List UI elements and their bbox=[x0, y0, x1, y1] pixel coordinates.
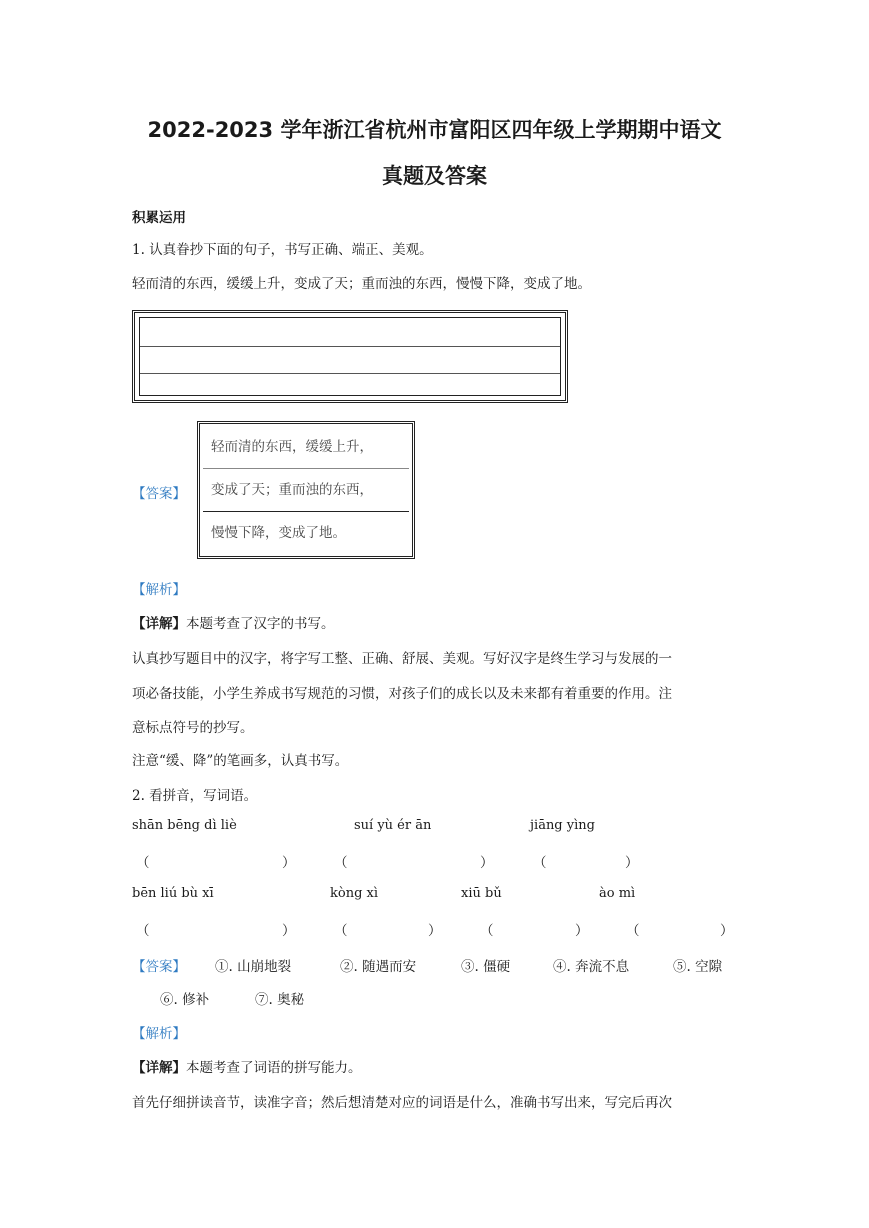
question-1-sentence: 轻而清的东西，缓缓上升，变成了天；重而浊的东西，慢慢下降，变成了地。 bbox=[132, 276, 591, 292]
answer-item: ⑦. 奥秘 bbox=[255, 992, 305, 1008]
analysis-label: 【解析】 bbox=[132, 1026, 186, 1042]
pinyin-label: suí yù ér ān bbox=[354, 818, 432, 833]
answer-item: ①. 山崩地裂 bbox=[215, 959, 292, 975]
pinyin-label: xiū bǔ bbox=[461, 886, 502, 901]
answer-item: ⑥. 修补 bbox=[160, 992, 210, 1008]
answer-label: 【答案】 bbox=[132, 959, 186, 975]
answer-blank-close: ） bbox=[575, 923, 589, 939]
answer-blank-close: ） bbox=[428, 923, 442, 939]
answer-grid bbox=[197, 421, 415, 559]
writing-grid bbox=[132, 310, 568, 403]
answer-blank-open: （ bbox=[334, 855, 348, 871]
pinyin-label: shān bēng dì liè bbox=[132, 818, 237, 833]
paragraph-line: 首先仔细拼读音节，读准字音；然后想清楚对应的词语是什么，准确书写出来，写完后再次 bbox=[132, 1095, 672, 1111]
pinyin-label: jiāng yìng bbox=[530, 818, 595, 833]
answer-item: ③. 僵硬 bbox=[461, 959, 511, 975]
answer-grid-row: 变成了天；重而浊的东西， bbox=[203, 470, 409, 512]
paragraph-line: 意标点符号的抄写。 bbox=[132, 720, 254, 736]
section-heading: 积累运用 bbox=[132, 210, 186, 226]
answer-blank-close: ） bbox=[282, 923, 296, 939]
answer-blank-open: （ bbox=[626, 923, 640, 939]
answer-blank-open: （ bbox=[533, 855, 547, 871]
answer-item: ④. 奔流不息 bbox=[553, 959, 630, 975]
writing-grid-inner bbox=[139, 317, 561, 396]
pinyin-label: ào mì bbox=[599, 886, 636, 901]
detail-text: 本题考查了汉字的书写。 bbox=[186, 616, 335, 632]
answer-blank-close: ） bbox=[625, 855, 639, 871]
detail-line bbox=[132, 1056, 362, 1076]
document-title-line-2: 真题及答案 bbox=[382, 164, 487, 188]
analysis-label: 【解析】 bbox=[132, 582, 186, 598]
detail-label: 【详解】 bbox=[132, 616, 186, 632]
pinyin-label: kòng xì bbox=[330, 886, 379, 901]
answer-grid-row: 慢慢下降，变成了地。 bbox=[211, 525, 346, 541]
note-line: 注意“缓、降”的笔画多，认真书写。 bbox=[132, 753, 349, 769]
detail-label: 【详解】 bbox=[132, 1060, 186, 1076]
answer-blank-open: （ bbox=[136, 923, 150, 939]
detail-line bbox=[132, 612, 335, 632]
answer-blank-open: （ bbox=[136, 855, 150, 871]
question-2-prompt: 2. 看拼音，写词语。 bbox=[132, 788, 258, 804]
answer-blank-close: ） bbox=[282, 855, 296, 871]
detail-text: 本题考查了词语的拼写能力。 bbox=[186, 1060, 362, 1076]
question-1-prompt: 1. 认真眷抄下面的句子，书写正确、端正、美观。 bbox=[132, 242, 433, 258]
answer-label: 【答案】 bbox=[132, 486, 186, 502]
writing-line bbox=[140, 373, 560, 374]
answer-blank-open: （ bbox=[334, 923, 348, 939]
answer-blank-open: （ bbox=[480, 923, 494, 939]
paragraph-line: 项必备技能，小学生养成书写规范的习惯，对孩子们的成长以及未来都有着重要的作用。注 bbox=[132, 686, 672, 702]
answer-blank-close: ） bbox=[480, 855, 494, 871]
answer-grid-row: 轻而清的东西，缓缓上升， bbox=[203, 427, 409, 469]
answer-item: ⑤. 空隙 bbox=[673, 959, 723, 975]
paragraph-line: 认真抄写题目中的汉字，将字写工整、正确、舒展、美观。写好汉字是终生学习与发展的一 bbox=[132, 651, 672, 667]
answer-blank-close: ） bbox=[720, 923, 734, 939]
answer-item: ②. 随遇而安 bbox=[340, 959, 417, 975]
writing-line bbox=[140, 346, 560, 347]
pinyin-label: bēn liú bù xī bbox=[132, 886, 214, 901]
document-title-line-1: 2022-2023 学年浙江省杭州市富阳区四年级上学期期中语文 bbox=[147, 118, 722, 142]
